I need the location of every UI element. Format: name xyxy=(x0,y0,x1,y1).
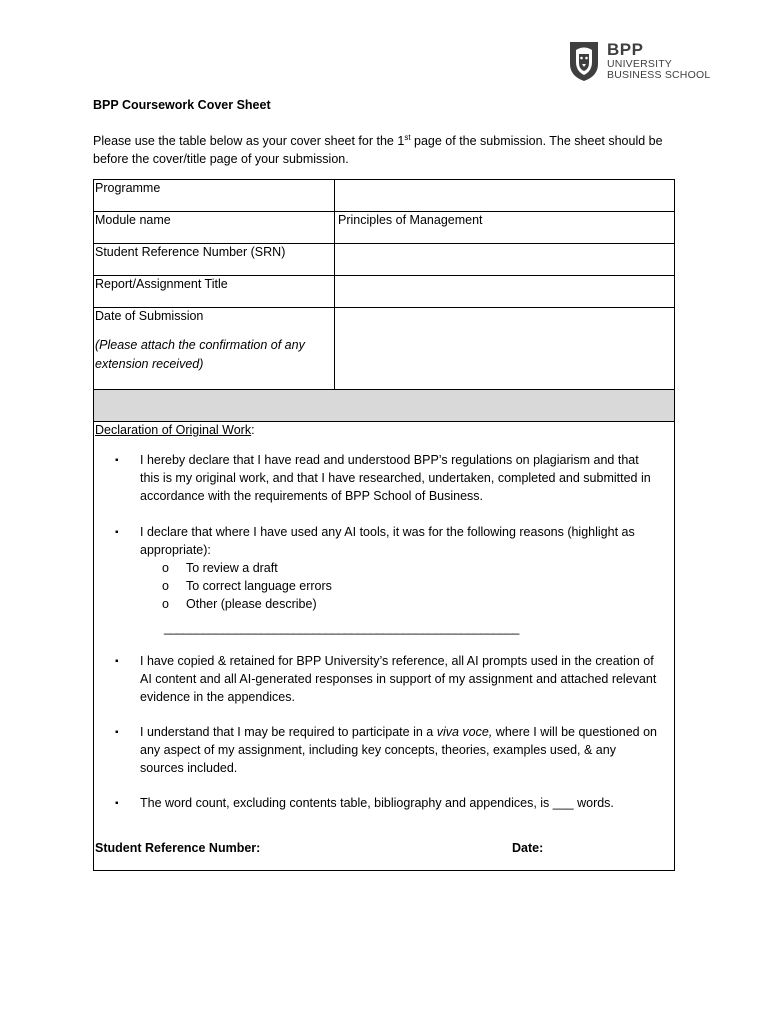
declaration-bullet-word-count xyxy=(115,795,660,813)
srn-label: Student Reference Number (SRN) xyxy=(94,244,335,276)
declaration-bullet-ai-prompts xyxy=(115,653,660,706)
circle-bullet-icon: o xyxy=(162,561,169,575)
circle-bullet-icon: o xyxy=(162,579,169,593)
viva-text-post: where I will be questioned on any aspect of my assignment, including key concepts, theories, examples used, & any sources included. xyxy=(140,725,657,775)
lion-shield-icon xyxy=(567,40,601,82)
logo-brand: BPP xyxy=(607,40,644,59)
bullet-square-icon: ▪ xyxy=(115,727,119,738)
intro-superscript: st xyxy=(404,133,411,142)
table-row-date xyxy=(94,308,675,390)
bullet-text: The word count, excluding contents table, bibliography and appendices, is ___ words. xyxy=(140,796,614,810)
page-title: BPP Coursework Cover Sheet xyxy=(93,98,271,112)
bullet-square-icon: ▪ xyxy=(115,527,119,538)
srn-field[interactable] xyxy=(335,244,675,276)
extension-hint: (Please attach the confirmation of any extension received) xyxy=(95,338,305,371)
assignment-title-label: Report/Assignment Title xyxy=(94,276,335,308)
logo-line-1: UNIVERSITY xyxy=(607,58,673,70)
table-row-module xyxy=(94,212,675,244)
bullet-text: I have copied & retained for BPP University’s reference, all AI prompts used in the creation of AI content and all AI-generated responses in support of my assignment and attached relevant evidence in the appendices. xyxy=(140,654,657,704)
viva-text-pre: I understand that I may be required to participate in a xyxy=(140,725,437,739)
bullet-text: I hereby declare that I have read and understood BPP’s regulations on plagiarism and that this is my original work, and that I have researched, undertaken, completed and submitted in accordance with the requirements of BPP School of Business. xyxy=(140,453,651,503)
intro-text-2: page of the submission. The sheet should be before the cover/title page of your submission. xyxy=(93,134,663,167)
declaration-heading xyxy=(95,423,255,437)
viva-voce-emphasis: viva voce, xyxy=(436,725,493,739)
table-row-title xyxy=(94,276,675,308)
bpp-logo xyxy=(567,40,710,82)
date-of-submission-cell xyxy=(94,308,335,390)
grey-separator-row xyxy=(94,390,675,422)
bullet-text xyxy=(140,724,660,777)
declaration-heading-text: Declaration of Original Work xyxy=(95,423,252,437)
intro-paragraph xyxy=(93,129,693,168)
date-of-submission-field[interactable] xyxy=(335,308,675,390)
option-text: Other (please describe) xyxy=(186,597,317,611)
programme-label: Programme xyxy=(94,180,335,212)
ai-reason-option-language[interactable] xyxy=(162,578,332,596)
module-name-label: Module name xyxy=(94,212,335,244)
ai-reason-option-draft[interactable] xyxy=(162,560,278,578)
table-row-programme xyxy=(94,180,675,212)
date-of-submission-label: Date of Submission xyxy=(95,309,204,323)
programme-field[interactable] xyxy=(335,180,675,212)
logo-line-2: BUSINESS SCHOOL xyxy=(607,69,711,81)
footer-srn-label: Student Reference Number: xyxy=(95,841,261,855)
other-reason-blank-line[interactable]: _______________________________________________________ xyxy=(164,621,519,635)
cover-sheet-table xyxy=(93,179,675,871)
assignment-title-field[interactable] xyxy=(335,276,675,308)
grey-separator-cell xyxy=(94,390,675,422)
module-name-field[interactable]: Principles of Management xyxy=(335,212,675,244)
declaration-cell xyxy=(94,422,675,871)
circle-bullet-icon: o xyxy=(162,597,169,611)
ai-reason-option-other[interactable] xyxy=(162,596,317,614)
declaration-heading-colon: : xyxy=(251,423,255,437)
table-row-declaration xyxy=(94,422,675,871)
declaration-bullet-viva-voce xyxy=(115,724,660,777)
declaration-bullet-ai-tools xyxy=(115,524,660,560)
bullet-square-icon: ▪ xyxy=(115,455,119,466)
bullet-square-icon: ▪ xyxy=(115,798,119,809)
footer-date-label: Date: xyxy=(512,841,544,855)
intro-text-1: Please use the table below as your cover sheet for the 1 xyxy=(93,134,405,149)
option-text: To review a draft xyxy=(186,561,278,575)
bullet-square-icon: ▪ xyxy=(115,656,119,667)
table-row-srn xyxy=(94,244,675,276)
bullet-text: I declare that where I have used any AI tools, it was for the following reasons (highlight as appropriate): xyxy=(140,525,635,557)
declaration-bullet-plagiarism xyxy=(115,452,660,505)
option-text: To correct language errors xyxy=(186,579,332,593)
